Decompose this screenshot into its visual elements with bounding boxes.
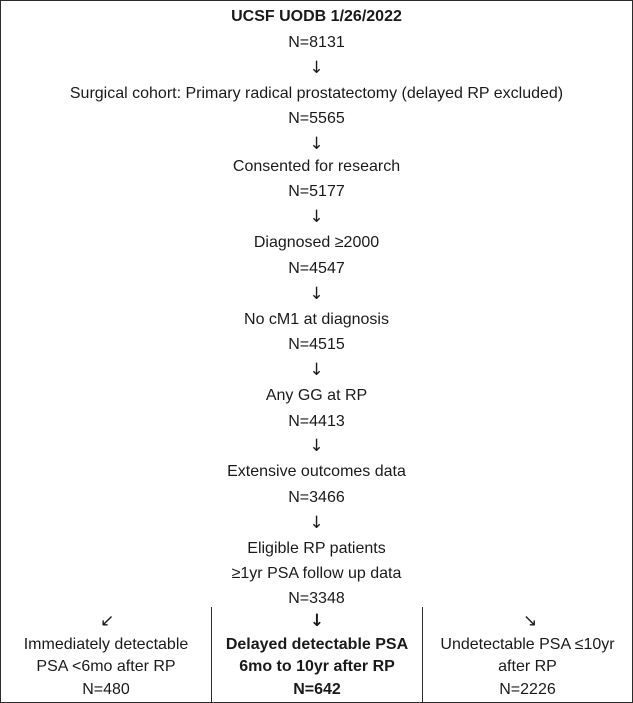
arrow-down-left-icon: ↙ xyxy=(100,611,115,631)
step-count-surgical-cohort: N=5565 xyxy=(288,110,345,127)
arrow-down-icon: ↓ xyxy=(309,58,324,78)
step-label-source: UCSF UODB 1/26/2022 xyxy=(231,8,402,25)
step-label-surgical-cohort: Surgical cohort: Primary radical prostatectomy (delayed RP excluded) xyxy=(69,85,564,102)
step-count-no-cm1: N=4515 xyxy=(288,336,345,353)
outcome-count: N=642 xyxy=(293,681,341,698)
step-count-eligible: N=3348 xyxy=(288,590,345,607)
step-label-eligible: Eligible RP patients xyxy=(247,540,386,557)
arrow-down-icon: ↓ xyxy=(309,436,324,456)
step-count-diagnosed: N=4547 xyxy=(288,260,345,277)
arrow-down-icon: ↓ xyxy=(309,207,324,227)
arrow-down-icon: ↓ xyxy=(309,284,324,304)
outcome-label-line2: 6mo to 10yr after RP xyxy=(239,658,395,675)
step-label-any-gg: Any GG at RP xyxy=(265,387,368,404)
step-label-outcomes-data: Extensive outcomes data xyxy=(227,463,406,480)
arrow-down-icon: ↓ xyxy=(309,513,324,533)
step-count-consented: N=5177 xyxy=(288,183,345,200)
outcome-delayed-detectable xyxy=(212,607,422,702)
arrow-down-icon: ↓ xyxy=(309,611,325,631)
arrow-down-icon: ↓ xyxy=(309,134,324,154)
step-label-consented: Consented for research xyxy=(232,158,401,175)
outcome-count: N=2226 xyxy=(499,681,556,698)
outcome-label-line2: PSA <6mo after RP xyxy=(36,658,176,675)
outcome-label-line2: after RP xyxy=(498,658,557,675)
step-label-no-cm1: No cM1 at diagnosis xyxy=(244,311,389,328)
step-count-source: N=8131 xyxy=(288,34,345,51)
step-count-outcomes-data: N=3466 xyxy=(288,489,345,506)
outcome-undetectable xyxy=(423,607,632,702)
outcome-count: N=480 xyxy=(82,681,130,698)
step-count-any-gg: N=4413 xyxy=(288,413,345,430)
arrow-down-icon: ↓ xyxy=(309,360,324,380)
step-label-diagnosed: Diagnosed ≥2000 xyxy=(253,234,380,251)
outcome-label-line1: Immediately detectable xyxy=(23,636,189,653)
step-label-eligible-followup: ≥1yr PSA follow up data xyxy=(231,565,402,582)
outcome-immediately-detectable xyxy=(1,607,211,702)
outcome-label-line1: Undetectable PSA ≤10yr xyxy=(440,636,615,653)
outcome-label-line1: Delayed detectable PSA xyxy=(225,636,409,653)
arrow-down-right-icon: ↘ xyxy=(523,611,538,631)
